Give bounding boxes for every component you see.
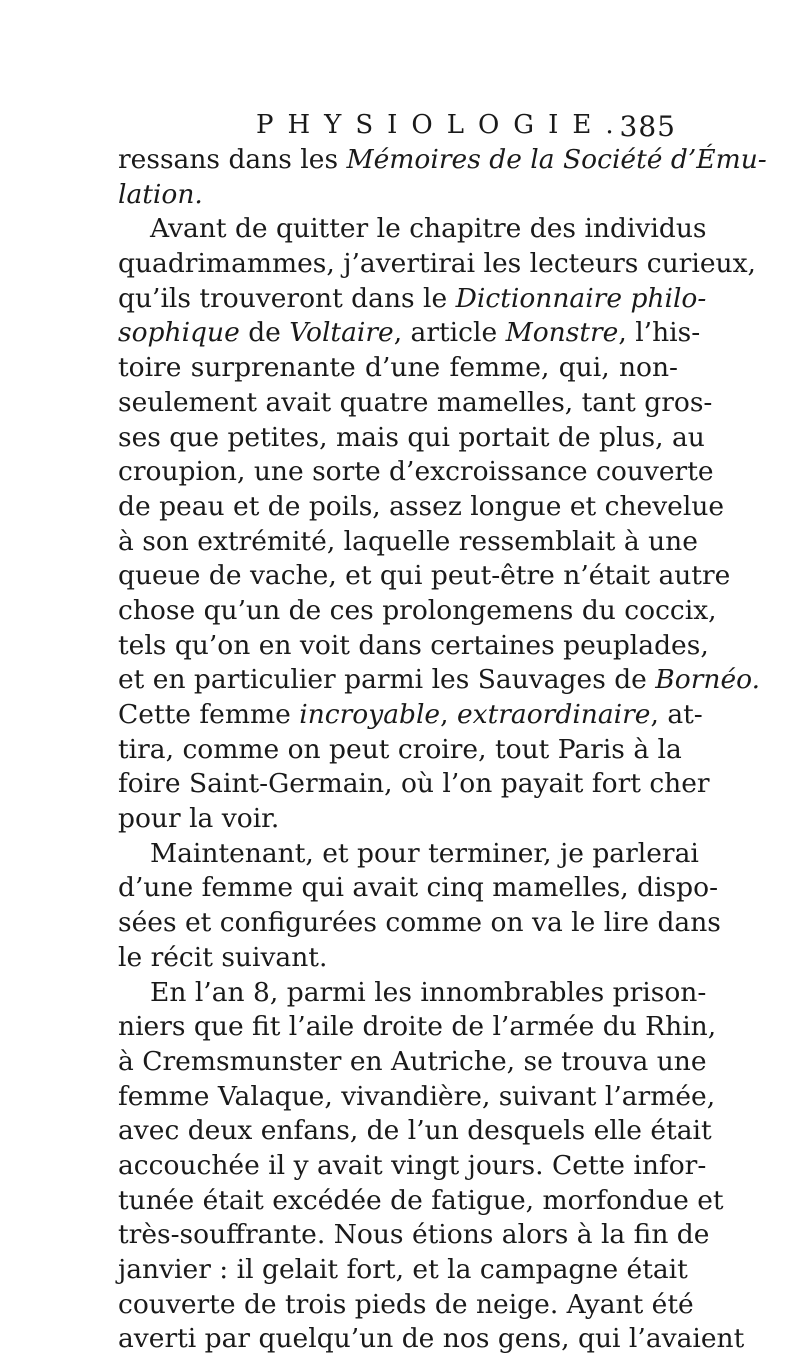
text-segment: très-souffrante. Nous étions alors à la fin de bbox=[118, 1219, 710, 1251]
text-line bbox=[118, 1322, 745, 1357]
text-line bbox=[118, 976, 707, 1011]
text-line bbox=[118, 1253, 688, 1288]
text-segment: à Cremsmunster en Autriche, se trouva une bbox=[118, 1045, 707, 1077]
text-line bbox=[118, 1114, 712, 1149]
text-line bbox=[118, 351, 678, 386]
text-line bbox=[118, 698, 703, 733]
text-line bbox=[118, 1184, 724, 1219]
body-text bbox=[118, 143, 767, 1357]
text-segment: , at- bbox=[650, 699, 703, 730]
text-segment: foire Saint-Germain, où l’on payait fort cher bbox=[118, 768, 710, 800]
text-line bbox=[118, 143, 767, 178]
text-line bbox=[118, 1149, 707, 1184]
text-segment: Avant de quitter le chapitre des individus bbox=[150, 213, 707, 245]
text-line bbox=[118, 767, 710, 802]
text-segment: chose qu’un de ces prolongemens du coccix, bbox=[118, 594, 717, 626]
italic-text: Mémoires de la Société d’Ému- bbox=[346, 144, 767, 175]
italic-text: sophique bbox=[118, 317, 240, 349]
text-line bbox=[118, 247, 756, 282]
italic-text: Voltaire bbox=[289, 317, 394, 349]
text-segment: pour la voir. bbox=[118, 803, 280, 835]
text-segment: quadrimammes, j’avertirai les lecteurs curieux, bbox=[118, 248, 756, 280]
italic-text: extraordinaire bbox=[456, 699, 651, 730]
text-segment: tunée était excédée de fatigue, morfondue et bbox=[118, 1184, 724, 1216]
text-segment: niers que fit l’aile droite de l’armée du Rhin, bbox=[118, 1011, 717, 1043]
italic-text: Monstre bbox=[505, 317, 619, 349]
text-line bbox=[118, 629, 709, 664]
italic-text: incroyable bbox=[299, 699, 441, 730]
text-segment: tira, comme on peut croire, tout Paris à la bbox=[118, 733, 682, 765]
text-line bbox=[118, 1218, 710, 1253]
text-segment: avec deux enfans, de l’un desquels elle était bbox=[118, 1115, 712, 1147]
text-segment: ressans dans les bbox=[118, 144, 347, 175]
text-segment: ses que petites, mais qui portait de plus, au bbox=[118, 421, 705, 453]
text-segment: Maintenant, et pour terminer, je parlerai bbox=[150, 837, 699, 869]
text-line bbox=[118, 178, 678, 213]
text-segment: le récit suivant. bbox=[118, 941, 328, 973]
running-title: PHYSIOLOGIE. bbox=[256, 110, 628, 140]
text-line bbox=[118, 559, 731, 594]
text-segment: , article bbox=[393, 317, 506, 349]
text-segment: à son extrémité, laquelle ressemblait à une bbox=[118, 525, 698, 557]
text-line bbox=[118, 455, 714, 490]
text-line bbox=[118, 212, 707, 247]
text-segment: qu’ils trouveront dans le bbox=[118, 282, 456, 314]
text-line bbox=[118, 837, 699, 872]
text-line bbox=[118, 871, 719, 906]
text-segment: de peau et de poils, assez longue et chevelue bbox=[118, 490, 725, 522]
text-line bbox=[118, 941, 678, 976]
text-segment: Cette femme bbox=[118, 699, 300, 730]
text-segment: couverte de trois pieds de neige. Ayant été bbox=[118, 1288, 694, 1320]
text-line bbox=[118, 1010, 717, 1045]
text-line bbox=[118, 1045, 707, 1080]
text-segment: janvier : il gelait fort, et la campagne était bbox=[118, 1254, 688, 1285]
text-segment: et en particulier parmi les Sauvages de bbox=[118, 664, 656, 696]
text-segment: sées et configurées comme on va le lire dans bbox=[118, 907, 721, 939]
text-line bbox=[118, 490, 725, 525]
text-segment: d’une femme qui avait cinq mamelles, dispo- bbox=[118, 872, 719, 904]
text-segment: femme Valaque, vivandière, suivant l’armée, bbox=[118, 1080, 716, 1112]
italic-text: lation. bbox=[118, 178, 203, 210]
text-line bbox=[118, 316, 701, 351]
text-line bbox=[118, 906, 721, 941]
text-line bbox=[118, 282, 707, 317]
text-segment: , bbox=[440, 699, 457, 730]
text-line bbox=[118, 1288, 694, 1323]
italic-text: Bornéo. bbox=[655, 664, 761, 696]
text-segment: croupion, une sorte d’excroissance couverte bbox=[118, 456, 714, 488]
text-line bbox=[118, 1080, 716, 1115]
text-segment: toire surprenante d’une femme, qui, non- bbox=[118, 352, 678, 384]
text-segment: seulement avait quatre mamelles, tant gros- bbox=[118, 386, 713, 418]
text-line bbox=[118, 594, 717, 629]
text-segment: , l’his- bbox=[618, 317, 701, 349]
text-segment: En l’an 8, parmi les innombrables prison- bbox=[150, 976, 707, 1008]
page-number: 385 bbox=[619, 110, 676, 143]
text-line bbox=[118, 733, 682, 768]
text-segment: de bbox=[239, 317, 290, 349]
text-line bbox=[118, 802, 678, 837]
text-segment: averti par quelqu’un de nos gens, qui l’avaient bbox=[118, 1323, 745, 1355]
text-line bbox=[118, 386, 713, 421]
text-segment: queue de vache, et qui peut-être n’était autre bbox=[118, 560, 731, 592]
text-line bbox=[118, 421, 705, 456]
text-line bbox=[118, 525, 698, 560]
text-line bbox=[118, 663, 761, 698]
text-segment: accouchée il y avait vingt jours. Cette infor- bbox=[118, 1149, 707, 1181]
text-segment: tels qu’on en voit dans certaines peuplades, bbox=[118, 629, 709, 661]
italic-text: Dictionnaire philo- bbox=[455, 282, 707, 314]
